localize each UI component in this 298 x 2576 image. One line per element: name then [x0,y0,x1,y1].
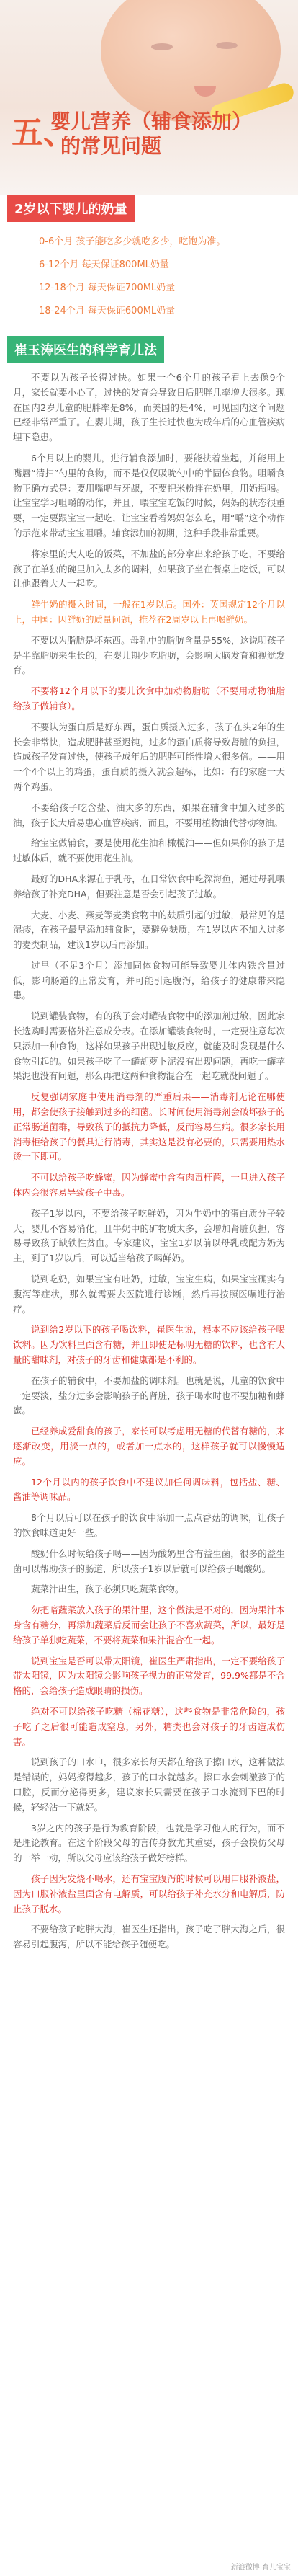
paragraph: 在孩子的辅食中，不要加盐的调味剂。也就是说，儿童的饮食中一定要淡，盐分过多会影响孩子的肾脏，孩子喝水时也不要加糖和蜂蜜。 [13,1374,285,1416]
paragraph: 不要认为蛋白质是好东西，蛋白质摄入过多，孩子在头2年的生长会非常快，造成肥胖甚至迟钝，过多的蛋白质将导致肾脏的负担，造成孩子发育过快，使孩子成年后的肥胖可能性增大很多倍。——用一个4个以上的鸡蛋，蛋白质的摄入就会超标，比如：有的家庭一天两个鸡蛋。 [13,721,285,792]
paragraph: 不要给孩子吃含盐、油太多的东西，如果在辅食中加入过多的油，孩子长大后易患心血管疾病，而且，不要用植物油代替动物油。 [13,801,285,828]
list-item: 0-6个月 孩子能吃多少就吃多少，吃饱为准。 [39,236,226,247]
watermark: 新浪微博 育儿宝宝 [230,2564,291,2572]
list-item: 18-24个月 每天保证600ML奶量 [39,306,176,316]
paragraph-highlight: 说到给2岁以下的孩子喝饮料，崔医生说，根本不应该给孩子喝饮料。因为饮料里面含有糖，并且即使是标明无糖的饮料，也含有大量的甜味剂，对孩子的牙齿和健康都是不利的。 [13,1324,285,1366]
paragraph-highlight: 说到宝宝是否可以带太阳镜，崔医生严肃指出，一定不要给孩子带太阳镜，因为太阳镜会影响孩子视力的正常发育，99.9%都是不合格的，会给孩子造成眼睛的损伤。 [13,1655,285,1697]
paragraph: 不要以为孩子长得过快。如果一个6个月的孩子看上去像9个月，家长就要小心了，过快的发育会导致日后肥胖几率增大很多。现在国内2岁儿童的肥胖率是8%，而美国的是4%，可见国内这个问题已经非常严重了。在婴儿期，孩子生长过快也为成年后的心血管疾病埋下隐患。 [13,372,285,443]
paragraph: 说到吃奶，如果宝宝有吐奶，过敏，宝宝生病，如果宝宝确实有腹泻等症状，那么就需要去医院进行诊断，然后再按照医嘱进行治疗。 [13,1274,285,1315]
paragraph-highlight: 不要将12个月以下的婴儿饮食中加动物脂肪（不要用动物油脂给孩子做辅食）。 [13,685,285,711]
paragraph: 最好的DHA来源在于乳母，在日常饮食中吃深海鱼，通过母乳喂养给孩子补充DHA，但要注意是否会引起孩子过敏。 [13,873,285,900]
section-heading-milk: 2岁以下婴儿的奶量 [7,195,135,222]
paragraph: 酸奶什么时候给孩子喝——因为酸奶里含有益生菌，很多的益生菌可以帮助孩子的肠道，所以孩子1岁以后就可以给孩子喝酸奶。 [13,1547,285,1574]
milk-amount-list [39,231,298,323]
section-heading-doctor: 崔玉涛医生的科学育儿法 [7,336,164,363]
baby-eye-right [216,42,238,49]
paragraph: 说到孩子的口水巾，很多家长每天都在给孩子擦口水，这种做法是错误的，妈妈擦得越多，孩子的口水就越多。擦口水会刺激孩子的口腔，反而分泌得更多，建议家长只需要在孩子口水流到下巴的时候，轻轻沾一下就好。 [13,1756,285,1813]
paragraph-highlight: 勿把暗蔬菜放入孩子的果汁里，这个做法是不对的，因为果汁本身含有糖分，再添加蔬菜后反而会让孩子不喜欢蔬菜，所以，最好是给孩子单独吃蔬菜，不要将蔬菜和果汁混合在一起。 [13,1604,285,1645]
paragraph: 孩子1岁以内，不要给孩子吃鲜奶，因为牛奶中的蛋白质分子较大，婴儿不容易消化，且牛奶中的矿物质太多，会增加肾脏负担，容易导致孩子缺铁性贫血。专家建议，宝宝1岁以前以母乳或配方奶为主，到了1岁以后，可以适当给孩子喝鲜奶。 [13,1207,285,1264]
title-line-2: 的常见问题 [60,134,162,158]
chapter-number: 五、 [12,115,75,151]
paragraph: 说到罐装食物，有的孩子会对罐装食物中的添加剂过敏，因此家长选购时需要格外注意成分表。在添加罐装食物时，一定要注意每次只添加一种食物，这样如果孩子出现过敏反应，就能及时发现是什么食物引起的。如果孩子吃了一罐胡萝卜泥没有出现问题，再吃一罐苹果泥也没有问题，那么再把这两种食物混合在一起吃就没问题了。 [13,1011,285,1082]
paragraph-highlight: 反复强调家庭中使用消毒剂的严重后果——消毒剂无论在哪使用，都会使孩子接触到过多的细菌。长时间使用消毒剂会破坏孩子的正常肠道菌群，导致孩子的抵抗力降低，反而容易生病。很多家长用消毒柜给孩子的餐具进行消毒，其实这是没有必要的，只需要用热水烫一下即可。 [13,1091,285,1163]
paragraph-highlight: 孩子因为发烧不喝水，还有宝宝腹泻的时候可以用口服补液盐，因为口服补液盐里面含有电解质，可以给孩子补充水分和电解质，防止孩子脱水。 [13,1873,285,1914]
paragraph: 不要以为脂肪是坏东西。母乳中的脂肪含量是55%，这说明孩子是半靠脂肪来生长的，在婴儿期少吃脂肪，会影响大脑发育和视觉发育。 [13,634,285,676]
paragraph: 蔬菜汁出生，孩子必须只吃蔬菜食物。 [31,1584,184,1595]
paragraph-highlight: 已经养成爱甜食的孩子，家长可以考虑用无糖的代替有糖的，来逐渐改变，用淡一点的，或者加一点水的，这样孩子就可以慢慢适应。 [13,1426,285,1467]
list-item: 6-12个月 每天保证800ML奶量 [39,259,169,270]
hero-banner [0,0,298,195]
title-line-1: 婴儿营养（辅食添加） [50,110,253,133]
list-item: 12-18个月 每天保证700ML奶量 [39,283,176,293]
paragraph: 不要给孩子吃胖大海，崔医生还指出，孩子吃了胖大海之后，很容易引起腹泻，所以不能给孩子随便吃。 [13,1924,285,1950]
baby-eye-left [151,43,173,50]
paragraph: 大麦、小麦、燕麦等麦类食物中的麸质引起的过敏，最常见的是湿疹，在孩子最早添加辅食时，要避免麸质，在1岁以内不加入过多的麦类制品，建议1岁以后再添加。 [13,909,285,951]
article-body [0,370,298,1953]
paragraph-highlight: 12个月以内的孩子饮食中不建议加任何调味料，包括盐、糖、酱油等调味品。 [13,1476,285,1503]
page-title [50,110,252,159]
paragraph: 6个月以上的婴儿，进行辅食添加时，要能扶着坐起，并能用上嘴唇“清扫”勺里的食物，而不是仅仅吸吮勺中的半固体食物。咀嚼食物正确方式是：要用嘴吧与牙龈，不要把米粉拌在奶里，用奶瓶喝。让宝宝学习咀嚼的动作，并且，喂宝宝吃饭的时候，妈妈的状态很重要，一定要跟宝宝一起吃，让宝宝看着妈妈怎么吃，用“嚼”这个动作的示范来带动宝宝咀嚼。辅食添加的初期，这种手段非常重要。 [13,452,285,538]
paragraph: 3岁之内的孩子是行为教育阶段，也就是学习他人的行为，而不是理论教育。在这个阶段父母的言传身教尤其重要，孩子会模仿父母的一举一动，所以父母应该给孩子做好榜样。 [13,1822,285,1864]
paragraph: 8个月以后可以在孩子的饮食中添加一点点香菇的调味，让孩子的饮食味道更好一些。 [13,1512,285,1538]
paragraph-highlight: 不可以给孩子吃蜂蜜，因为蜂蜜中含有肉毒杆菌，一旦进入孩子体内会很容易导致孩子中毒。 [13,1172,285,1199]
paragraph: 过早（不足3个月）添加固体食物可能导致婴儿体内铁含量过低，影响肠道的正常发育，并可能引起腹泻，给孩子的健康带来隐患。 [13,959,285,1001]
paragraph: 给宝宝做辅食，要是使用花生油和橄榄油——但如果你的孩子是过敏体质，就不要使用花生油。 [13,838,285,864]
paragraph: 将家里的大人吃的饭菜，不加盐的部分拿出来给孩子吃，不要给孩子在单独的碗里加入太多的调料，如果孩子坐在餐桌上吃饭，可以让他跟着大人一起吃。 [13,548,285,590]
paragraph-highlight: 绝对不可以给孩子吃糖（棉花糖），这些食物是非常危险的，孩子吃了之后很可能造成窒息，另外，糖类也会对孩子的牙齿造成伤害。 [13,1705,285,1747]
paragraph-highlight: 鲜牛奶的摄入时间，一般在1岁以后。国外：英国规定12个月以上，中国：因鲜奶的质量问题，推荐在2周岁以上再喝鲜奶。 [13,599,285,625]
